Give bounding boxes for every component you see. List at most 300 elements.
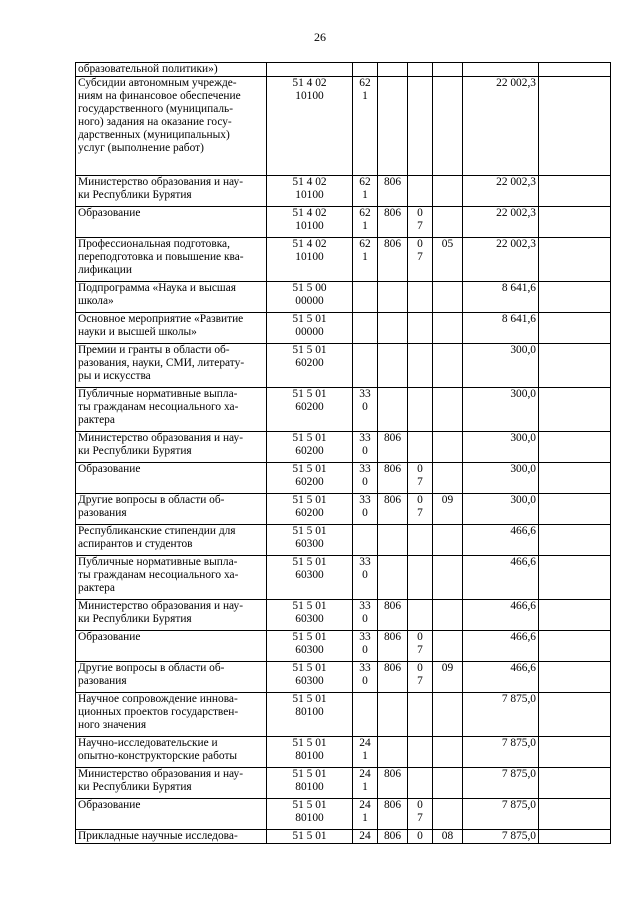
row-section-cell xyxy=(408,525,433,556)
row-target-code-cell xyxy=(267,799,353,830)
row-amount-cell xyxy=(463,344,539,388)
cell-text: 300,0 xyxy=(510,494,536,506)
cell-text: 466,6 xyxy=(510,631,536,643)
row-name-cell xyxy=(76,600,267,631)
row-extra-cell xyxy=(539,631,611,662)
cell-text: 51 4 02 10100 xyxy=(292,176,327,201)
row-section-cell xyxy=(408,176,433,207)
row-amount-cell xyxy=(463,494,539,525)
cell-text: 51 4 02 10100 xyxy=(292,207,327,232)
row-name-cell xyxy=(76,344,267,388)
table-row xyxy=(76,631,611,662)
row-extra-cell xyxy=(539,432,611,463)
cell-text: 51 5 01 80100 xyxy=(292,799,327,824)
row-expense-type-cell xyxy=(353,556,378,600)
row-subsection-cell xyxy=(433,631,463,662)
row-subsection-cell xyxy=(433,388,463,432)
cell-text: 806 xyxy=(383,768,402,780)
cell-text: Профессиональная подготовка, переподготовка и повышение ква- лификации xyxy=(78,238,244,276)
row-section-cell xyxy=(408,432,433,463)
row-target-code-cell xyxy=(267,313,353,344)
row-ministry-code-cell xyxy=(378,63,408,77)
row-target-code-cell xyxy=(267,63,353,77)
cell-text: 62 1 xyxy=(359,176,371,201)
row-extra-cell xyxy=(539,282,611,313)
row-extra-cell xyxy=(539,768,611,799)
row-amount-cell xyxy=(463,830,539,844)
row-amount-cell xyxy=(463,77,539,176)
row-ministry-code-cell xyxy=(378,631,408,662)
cell-text: 22 002,3 xyxy=(496,238,536,250)
cell-text: Министерство образования и нау- ки Республики Бурятия xyxy=(78,600,244,625)
cell-text: 51 5 01 60300 xyxy=(292,662,327,687)
cell-text: 466,6 xyxy=(510,556,536,568)
cell-text: 51 5 01 60300 xyxy=(292,631,327,656)
cell-text: 33 0 xyxy=(359,494,371,519)
cell-text: 806 xyxy=(383,600,402,612)
row-section-cell xyxy=(408,77,433,176)
row-section-cell xyxy=(408,600,433,631)
row-subsection-cell xyxy=(433,600,463,631)
row-amount-cell xyxy=(463,799,539,830)
row-target-code-cell xyxy=(267,600,353,631)
row-section-cell xyxy=(408,463,433,494)
row-expense-type-cell xyxy=(353,494,378,525)
row-target-code-cell xyxy=(267,768,353,799)
row-expense-type-cell xyxy=(353,768,378,799)
cell-text: 806 xyxy=(383,463,402,475)
row-subsection-cell xyxy=(433,768,463,799)
row-name-cell xyxy=(76,463,267,494)
row-extra-cell xyxy=(539,207,611,238)
row-amount-cell xyxy=(463,432,539,463)
row-ministry-code-cell xyxy=(378,600,408,631)
row-section-cell xyxy=(408,207,433,238)
row-amount-cell xyxy=(463,631,539,662)
row-expense-type-cell xyxy=(353,737,378,768)
cell-text: 0 7 xyxy=(417,799,423,824)
cell-text: 22 002,3 xyxy=(496,176,536,188)
row-extra-cell xyxy=(539,388,611,432)
row-subsection-cell xyxy=(433,238,463,282)
cell-text: 24 xyxy=(359,830,371,842)
row-section-cell xyxy=(408,282,433,313)
cell-text: 51 5 01 80100 xyxy=(292,737,327,762)
cell-text: Публичные нормативные выпла- ты гражданам несоциального ха- рактера xyxy=(78,388,239,426)
row-expense-type-cell xyxy=(353,282,378,313)
row-extra-cell xyxy=(539,238,611,282)
cell-text: 51 5 01 60200 xyxy=(292,388,327,413)
row-ministry-code-cell xyxy=(378,238,408,282)
cell-text: 24 1 xyxy=(359,768,371,793)
cell-text: 51 5 01 80100 xyxy=(292,693,327,718)
row-extra-cell xyxy=(539,176,611,207)
cell-text: 300,0 xyxy=(510,463,536,475)
row-subsection-cell xyxy=(433,556,463,600)
row-expense-type-cell xyxy=(353,830,378,844)
cell-text: 09 xyxy=(441,662,454,674)
cell-text: 806 xyxy=(383,799,402,811)
row-name-cell xyxy=(76,176,267,207)
row-ministry-code-cell xyxy=(378,463,408,494)
row-extra-cell xyxy=(539,799,611,830)
row-amount-cell xyxy=(463,238,539,282)
row-name-cell xyxy=(76,388,267,432)
cell-text: 806 xyxy=(383,238,402,250)
row-section-cell xyxy=(408,799,433,830)
row-amount-cell xyxy=(463,63,539,77)
cell-text: 33 0 xyxy=(359,631,371,656)
row-expense-type-cell xyxy=(353,77,378,176)
row-name-cell xyxy=(76,63,267,77)
cell-text: 0 xyxy=(417,830,423,842)
cell-text: 51 5 01 60300 xyxy=(292,525,327,550)
row-extra-cell xyxy=(539,830,611,844)
row-extra-cell xyxy=(539,344,611,388)
row-section-cell xyxy=(408,768,433,799)
row-subsection-cell xyxy=(433,63,463,77)
cell-text: Прикладные научные исследова- xyxy=(78,830,238,842)
row-amount-cell xyxy=(463,556,539,600)
row-target-code-cell xyxy=(267,525,353,556)
row-extra-cell xyxy=(539,77,611,176)
row-amount-cell xyxy=(463,282,539,313)
table-row xyxy=(76,525,611,556)
row-expense-type-cell xyxy=(353,176,378,207)
row-ministry-code-cell xyxy=(378,207,408,238)
row-name-cell xyxy=(76,313,267,344)
row-extra-cell xyxy=(539,313,611,344)
row-subsection-cell xyxy=(433,463,463,494)
row-amount-cell xyxy=(463,313,539,344)
row-subsection-cell xyxy=(433,176,463,207)
table-row xyxy=(76,737,611,768)
row-expense-type-cell xyxy=(353,313,378,344)
table-row xyxy=(76,63,611,77)
cell-text: Подпрограмма «Наука и высшая школа» xyxy=(78,282,236,307)
row-extra-cell xyxy=(539,737,611,768)
row-name-cell xyxy=(76,525,267,556)
row-section-cell xyxy=(408,737,433,768)
row-expense-type-cell xyxy=(353,344,378,388)
table-row xyxy=(76,313,611,344)
cell-text: 7 875,0 xyxy=(501,768,536,780)
row-subsection-cell xyxy=(433,693,463,737)
row-expense-type-cell xyxy=(353,799,378,830)
row-section-cell xyxy=(408,693,433,737)
row-subsection-cell xyxy=(433,799,463,830)
row-target-code-cell xyxy=(267,830,353,844)
cell-text: 05 xyxy=(441,238,454,250)
row-subsection-cell xyxy=(433,737,463,768)
cell-text: 51 5 01 60300 xyxy=(292,556,327,581)
row-expense-type-cell xyxy=(353,662,378,693)
row-name-cell xyxy=(76,799,267,830)
row-subsection-cell xyxy=(433,313,463,344)
cell-text: 300,0 xyxy=(510,432,536,444)
cell-text: 0 7 xyxy=(417,238,423,263)
cell-text: 7 875,0 xyxy=(501,799,536,811)
cell-text: 8 641,6 xyxy=(501,282,536,294)
row-target-code-cell xyxy=(267,176,353,207)
row-target-code-cell xyxy=(267,388,353,432)
row-section-cell xyxy=(408,662,433,693)
cell-text: 7 875,0 xyxy=(501,693,536,705)
row-ministry-code-cell xyxy=(378,176,408,207)
row-expense-type-cell xyxy=(353,388,378,432)
cell-text: 62 1 xyxy=(359,77,371,102)
row-extra-cell xyxy=(539,494,611,525)
row-ministry-code-cell xyxy=(378,313,408,344)
cell-text: 33 0 xyxy=(359,463,371,488)
row-target-code-cell xyxy=(267,631,353,662)
cell-text: 806 xyxy=(383,207,402,219)
budget-table-body xyxy=(76,63,611,844)
row-target-code-cell xyxy=(267,207,353,238)
cell-text: 33 0 xyxy=(359,600,371,625)
row-name-cell xyxy=(76,662,267,693)
row-expense-type-cell xyxy=(353,693,378,737)
table-row xyxy=(76,344,611,388)
cell-text: 806 xyxy=(383,830,402,842)
row-extra-cell xyxy=(539,600,611,631)
cell-text: 7 875,0 xyxy=(501,830,536,842)
cell-text: 8 641,6 xyxy=(501,313,536,325)
table-row xyxy=(76,693,611,737)
row-ministry-code-cell xyxy=(378,693,408,737)
row-section-cell xyxy=(408,344,433,388)
cell-text: 51 5 01 60200 xyxy=(292,463,327,488)
row-name-cell xyxy=(76,494,267,525)
cell-text: 0 7 xyxy=(417,463,423,488)
row-target-code-cell xyxy=(267,737,353,768)
cell-text: Научно-исследовательские и опытно-конструкторские работы xyxy=(78,737,238,762)
cell-text: Премии и гранты в области об- разования, науки, СМИ, литерату- ры и искусства xyxy=(78,344,245,382)
table-row xyxy=(76,830,611,844)
cell-text: 300,0 xyxy=(510,388,536,400)
page-number: 26 xyxy=(314,30,326,44)
table-row xyxy=(76,176,611,207)
row-ministry-code-cell xyxy=(378,494,408,525)
row-ministry-code-cell xyxy=(378,388,408,432)
row-name-cell xyxy=(76,207,267,238)
cell-text: образовательной политики») xyxy=(78,63,218,75)
cell-text: 51 5 01 60200 xyxy=(292,344,327,369)
table-row xyxy=(76,600,611,631)
table-row xyxy=(76,77,611,176)
cell-text: 0 7 xyxy=(417,494,423,519)
row-subsection-cell xyxy=(433,77,463,176)
row-target-code-cell xyxy=(267,238,353,282)
row-amount-cell xyxy=(463,737,539,768)
row-expense-type-cell xyxy=(353,63,378,77)
cell-text: Образование xyxy=(78,463,141,475)
budget-table xyxy=(75,62,611,844)
table-row xyxy=(76,463,611,494)
cell-text: 806 xyxy=(383,494,402,506)
table-row xyxy=(76,799,611,830)
row-ministry-code-cell xyxy=(378,432,408,463)
row-expense-type-cell xyxy=(353,600,378,631)
cell-text: 24 1 xyxy=(359,799,371,824)
row-subsection-cell xyxy=(433,282,463,313)
cell-text: 51 5 01 60200 xyxy=(292,494,327,519)
row-ministry-code-cell xyxy=(378,556,408,600)
row-ministry-code-cell xyxy=(378,830,408,844)
cell-text: Министерство образования и нау- ки Республики Бурятия xyxy=(78,768,244,793)
row-target-code-cell xyxy=(267,693,353,737)
row-target-code-cell xyxy=(267,282,353,313)
cell-text: 806 xyxy=(383,432,402,444)
row-subsection-cell xyxy=(433,344,463,388)
table-row xyxy=(76,432,611,463)
table-row xyxy=(76,238,611,282)
cell-text: 22 002,3 xyxy=(496,207,536,219)
row-target-code-cell xyxy=(267,432,353,463)
cell-text: 62 1 xyxy=(359,207,371,232)
table-row xyxy=(76,494,611,525)
cell-text: Республиканские стипендии для аспирантов и студентов xyxy=(78,525,236,550)
row-amount-cell xyxy=(463,176,539,207)
row-name-cell xyxy=(76,432,267,463)
row-name-cell xyxy=(76,830,267,844)
row-expense-type-cell xyxy=(353,631,378,662)
cell-text: 33 0 xyxy=(359,388,371,413)
table-row xyxy=(76,556,611,600)
row-name-cell xyxy=(76,631,267,662)
row-subsection-cell xyxy=(433,525,463,556)
row-name-cell xyxy=(76,77,267,176)
cell-text: Основное мероприятие «Развитие науки и высшей школы» xyxy=(78,313,244,338)
row-amount-cell xyxy=(463,600,539,631)
row-amount-cell xyxy=(463,662,539,693)
row-ministry-code-cell xyxy=(378,77,408,176)
row-section-cell xyxy=(408,63,433,77)
row-target-code-cell xyxy=(267,463,353,494)
row-expense-type-cell xyxy=(353,238,378,282)
row-subsection-cell xyxy=(433,830,463,844)
cell-text: 24 1 xyxy=(359,737,371,762)
row-extra-cell xyxy=(539,63,611,77)
row-section-cell xyxy=(408,494,433,525)
row-extra-cell xyxy=(539,693,611,737)
table-row xyxy=(76,662,611,693)
cell-text: Субсидии автономным учрежде- ниям на финансовое обеспечение государственного (муниципаль- ного) задания на оказание госу- дарственных (муниципальных) услуг (выполнение работ) xyxy=(78,77,241,154)
cell-text: Образование xyxy=(78,207,141,219)
row-target-code-cell xyxy=(267,494,353,525)
cell-text: 51 4 02 10100 xyxy=(292,77,327,102)
row-name-cell xyxy=(76,238,267,282)
cell-text: 806 xyxy=(383,662,402,674)
row-subsection-cell xyxy=(433,207,463,238)
row-target-code-cell xyxy=(267,662,353,693)
row-target-code-cell xyxy=(267,77,353,176)
row-expense-type-cell xyxy=(353,525,378,556)
row-name-cell xyxy=(76,737,267,768)
row-subsection-cell xyxy=(433,662,463,693)
cell-text: Образование xyxy=(78,631,141,643)
cell-text: 300,0 xyxy=(510,344,536,356)
cell-text: 62 1 xyxy=(359,238,371,263)
row-section-cell xyxy=(408,388,433,432)
cell-text: 22 002,3 xyxy=(496,77,536,89)
cell-text: 0 7 xyxy=(417,207,423,232)
cell-text: 466,6 xyxy=(510,600,536,612)
row-name-cell xyxy=(76,282,267,313)
row-extra-cell xyxy=(539,556,611,600)
cell-text: Научное сопровождение иннова- ционных проектов государствен- ного значения xyxy=(78,693,239,731)
cell-text: 806 xyxy=(383,631,402,643)
row-amount-cell xyxy=(463,388,539,432)
row-ministry-code-cell xyxy=(378,799,408,830)
row-ministry-code-cell xyxy=(378,344,408,388)
row-ministry-code-cell xyxy=(378,282,408,313)
cell-text: 7 875,0 xyxy=(501,737,536,749)
row-amount-cell xyxy=(463,768,539,799)
cell-text: 51 5 01 00000 xyxy=(292,313,327,338)
cell-text: 0 7 xyxy=(417,631,423,656)
cell-text: 806 xyxy=(383,176,402,188)
row-ministry-code-cell xyxy=(378,737,408,768)
table-row xyxy=(76,768,611,799)
cell-text: 33 0 xyxy=(359,432,371,457)
row-ministry-code-cell xyxy=(378,525,408,556)
cell-text: 51 5 01 80100 xyxy=(292,768,327,793)
row-expense-type-cell xyxy=(353,207,378,238)
row-target-code-cell xyxy=(267,556,353,600)
cell-text: 51 5 01 xyxy=(292,830,327,842)
cell-text: Публичные нормативные выпла- ты гражданам несоциального ха- рактера xyxy=(78,556,239,594)
row-section-cell xyxy=(408,631,433,662)
row-target-code-cell xyxy=(267,344,353,388)
row-name-cell xyxy=(76,768,267,799)
row-amount-cell xyxy=(463,693,539,737)
cell-text: 466,6 xyxy=(510,525,536,537)
row-ministry-code-cell xyxy=(378,768,408,799)
cell-text: 0 7 xyxy=(417,662,423,687)
table-row xyxy=(76,388,611,432)
row-extra-cell xyxy=(539,662,611,693)
row-section-cell xyxy=(408,238,433,282)
cell-text: Министерство образования и нау- ки Республики Бурятия xyxy=(78,432,244,457)
row-name-cell xyxy=(76,693,267,737)
cell-text: Министерство образования и нау- ки Республики Бурятия xyxy=(78,176,244,201)
row-name-cell xyxy=(76,556,267,600)
row-ministry-code-cell xyxy=(378,662,408,693)
row-amount-cell xyxy=(463,207,539,238)
cell-text: Другие вопросы в области об- разования xyxy=(78,494,225,519)
cell-text: 09 xyxy=(441,494,454,506)
row-section-cell xyxy=(408,830,433,844)
cell-text: 51 4 02 10100 xyxy=(292,238,327,263)
row-section-cell xyxy=(408,556,433,600)
row-subsection-cell xyxy=(433,494,463,525)
row-amount-cell xyxy=(463,525,539,556)
row-extra-cell xyxy=(539,525,611,556)
row-subsection-cell xyxy=(433,432,463,463)
table-row xyxy=(76,282,611,313)
table-row xyxy=(76,207,611,238)
row-amount-cell xyxy=(463,463,539,494)
cell-text: 51 5 00 00000 xyxy=(292,282,327,307)
cell-text: 51 5 01 60200 xyxy=(292,432,327,457)
row-section-cell xyxy=(408,313,433,344)
cell-text: Другие вопросы в области об- разования xyxy=(78,662,225,687)
cell-text: Образование xyxy=(78,799,141,811)
row-extra-cell xyxy=(539,463,611,494)
row-expense-type-cell xyxy=(353,463,378,494)
cell-text: 466,6 xyxy=(510,662,536,674)
